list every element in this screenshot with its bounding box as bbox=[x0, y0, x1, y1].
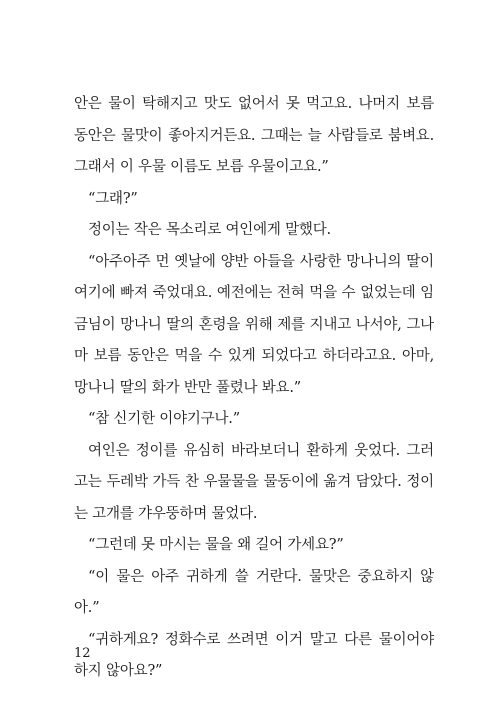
paragraph-6: 여인은 정이를 유심히 바라보더니 환하게 웃었다. 그러고는 두레박 가득 찬 우물물을 물동이에 옮겨 담았다. 정이는 고개를 갸우뚱하며 물었다. bbox=[74, 442, 434, 522]
body-text bbox=[74, 89, 434, 688]
paragraph-5: “참 신기한 이야기구나.” bbox=[88, 411, 240, 427]
paragraph-8: “이 물은 아주 귀하게 쓸 거란다. 물맛은 중요하지 않아.” bbox=[74, 568, 434, 616]
paragraph-7: “그런데 못 마시는 물을 왜 길어 가세요?” bbox=[88, 537, 344, 553]
paragraph-1: 안은 물이 탁해지고 맛도 없어서 못 먹고요. 나머지 보름 동안은 물맛이 좋아지거든요. 그때는 늘 사람들로 붐벼요. 그래서 이 우물 이름도 보름 우물이고요.” bbox=[74, 96, 434, 175]
paragraph-9: “귀하게요? 정화수로 쓰려면 이거 말고 다른 물이어야 하지 않아요?” bbox=[74, 631, 434, 679]
paragraph-2: “그래?” bbox=[88, 190, 138, 207]
page-number: 12 bbox=[74, 646, 91, 661]
paragraph-3: 정이는 작은 목소리로 여인에게 말했다. bbox=[88, 222, 331, 238]
paragraph-4: “아주아주 먼 옛날에 양반 아들을 사랑한 망나니의 딸이 여기에 빠져 죽었대요. 예전에는 전혀 먹을 수 없었는데 임금님이 망나니 딸의 혼령을 위해 제를 지내고 나서야, 그나마 보름 동안은 먹을 수 있게 되었다고 하더라고요. 아마, 망나니 딸의 화가 반만 풀렸나 봐요.” bbox=[74, 253, 434, 396]
